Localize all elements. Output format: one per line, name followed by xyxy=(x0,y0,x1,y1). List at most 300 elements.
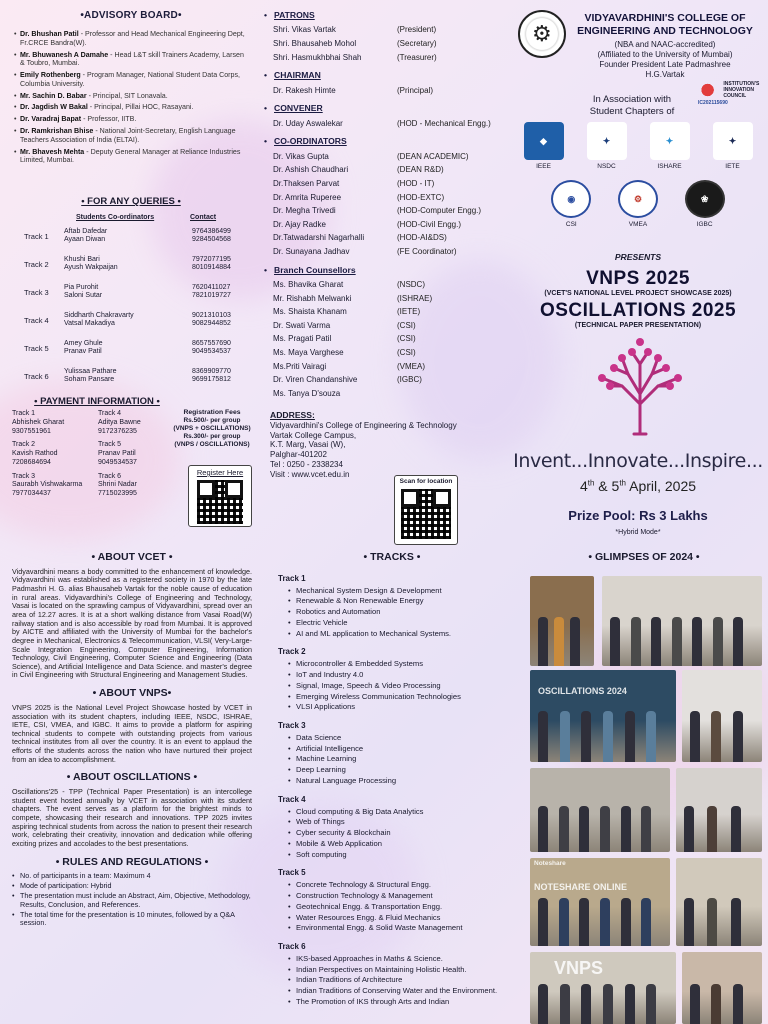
rules-list xyxy=(12,872,252,928)
coordinator-name: Soham Pansare xyxy=(64,376,115,384)
member-name: Dr. Uday Aswalekar xyxy=(273,118,343,128)
coordinator-name: Amey Ghule xyxy=(64,339,103,347)
committee-group-title: • PATRONS xyxy=(274,10,506,20)
payment-contact xyxy=(12,441,98,467)
track-topic: • The Promotion of IKS through Arts and Indian xyxy=(288,997,506,1008)
track-topic: • AI and ML application to Mechanical Systems. xyxy=(288,629,506,640)
committee-member xyxy=(273,231,506,245)
contact-number: 8657557690 xyxy=(192,339,231,347)
track-topic: • Deep Learning xyxy=(288,765,506,776)
logo-label: IEEE xyxy=(536,163,551,170)
track-topic: • Mobile & Web Application xyxy=(288,839,506,850)
about-section xyxy=(12,548,252,1024)
person-silhouette xyxy=(651,617,661,667)
coordinator-name: Vatsal Makadiya xyxy=(64,320,115,328)
payment-contacts xyxy=(12,410,174,499)
person-silhouette xyxy=(625,711,635,762)
advisory-member-name: Mr. Bhuwanesh A Damahe xyxy=(20,50,109,59)
photo-caption-text: VNPS xyxy=(554,958,604,978)
csi-icon: ◉ xyxy=(551,180,591,218)
advisory-member-name: Mr. Bhavesh Mehta xyxy=(20,147,85,156)
person-silhouette xyxy=(733,984,743,1024)
address-line: Tel : 0250 - 2338234 xyxy=(270,459,343,469)
advisory-list xyxy=(14,30,248,165)
track-block xyxy=(278,574,506,640)
advisory-title: •ADVISORY BOARD• xyxy=(80,10,182,21)
fee-single-note: (VNPS / OSCILLATIONS) xyxy=(174,441,250,449)
committee-member xyxy=(273,278,506,292)
committee-group xyxy=(262,103,506,130)
committee-member xyxy=(273,150,506,164)
person-silhouette xyxy=(579,898,589,946)
advisory-member: • Mr. Sachin D. Babar - Principal, SIT Lonavala. xyxy=(14,92,248,101)
rule-item: • Mode of participation: Hybrid xyxy=(12,882,252,891)
person-silhouette xyxy=(684,898,694,946)
member-role: (IGBC) xyxy=(397,375,422,385)
member-role: (President) xyxy=(397,25,437,35)
person-silhouette xyxy=(600,806,610,852)
track-name: Track 5 xyxy=(278,868,306,878)
member-name: Ms. Tanya D'souza xyxy=(273,388,341,398)
member-role: (Principal) xyxy=(397,85,434,95)
committee-group-title: • CO-ORDINATORS xyxy=(274,136,506,146)
person-silhouette xyxy=(581,984,591,1024)
iic-logo-icon xyxy=(698,80,722,100)
track-topic: • Cyber security & Blockchain xyxy=(288,828,506,839)
member-role: (Secretary) xyxy=(397,39,437,48)
track-topic: • Robotics and Automation xyxy=(288,607,506,618)
person-silhouette xyxy=(646,711,656,762)
member-name: Dr. Vikas Gupta xyxy=(273,151,329,161)
member-name: Dr. Megha Trivedi xyxy=(273,206,336,216)
iete-logo xyxy=(705,122,761,171)
person-silhouette xyxy=(600,898,610,946)
contact-number: 8369909770 xyxy=(192,367,231,375)
member-role: (IETE) xyxy=(397,307,421,317)
person-silhouette xyxy=(560,984,570,1024)
person-silhouette xyxy=(554,617,564,667)
member-role: (NSDC) xyxy=(397,280,425,290)
track-name: Track 3 xyxy=(278,721,306,731)
ieee-icon: ◆ xyxy=(524,122,564,160)
about-vnps-text: VNPS 2025 is the National Level Project Showcase hosted by VCET in association with its student chapters, including IEEE, NSDC, ISHRAE, IETE, CSI, VMEA, and IGBC. It aims to provide a platform for aspiring technical students to compete with outstanding projects from various technical institutes from all over the country. It is an event to applaud the efforts of the students across the nation who have nurtured their project from an idea to accomplishment. xyxy=(12,702,252,764)
advisory-member-name: Dr. Bhushan Patil xyxy=(20,30,79,39)
track-topics xyxy=(288,954,506,1008)
person-silhouette xyxy=(631,617,641,667)
contact-header: Contact xyxy=(190,213,217,221)
person-silhouette xyxy=(610,617,620,667)
track-topic: • IoT and Industry 4.0 xyxy=(288,670,506,681)
advisory-member: • Dr. Bhushan Patil - Professor and Head Mechanical Engineering Dept, Fr.CRCE Bandra(W). xyxy=(14,30,248,47)
committee-section xyxy=(262,8,506,538)
contact-number: 9699175812 xyxy=(192,376,231,384)
track-topic: • Geotechnical Engg. & Transportation Engg. xyxy=(288,902,506,913)
contact-number: 9284504568 xyxy=(192,236,231,244)
event-photo xyxy=(530,768,670,852)
track-name: Track 6 xyxy=(278,942,306,952)
member-name: Dr. Ashish Chaudhari xyxy=(273,165,349,175)
coordinator-name: Ayush Wakpaijan xyxy=(64,264,118,272)
committee-member xyxy=(273,204,506,218)
person-silhouette xyxy=(559,898,569,946)
association-line: In Association with xyxy=(592,94,672,105)
track-topic: • Cloud computing & Big Data Analytics xyxy=(288,807,506,818)
payment-track: Track 2 xyxy=(12,441,36,449)
queries-section xyxy=(14,196,248,392)
person-silhouette xyxy=(692,617,702,667)
circuit-brain-icon xyxy=(592,334,688,438)
track-topic: • Natural Language Processing xyxy=(288,776,506,787)
track-topic: • Renewable & Non Renewable Energy xyxy=(288,596,506,607)
advisory-member-name: Mr. Sachin D. Babar xyxy=(20,91,87,100)
iic-code: IC202115690 xyxy=(698,100,728,106)
advisory-member-name: Dr. Ramkrishan Bhise xyxy=(20,127,94,136)
member-role: (DEAN R&D) xyxy=(397,165,444,175)
person-silhouette xyxy=(621,806,631,852)
photo-caption-text: NOTESHARE ONLINE xyxy=(534,882,628,892)
committee-group xyxy=(262,265,506,401)
iic-text: INSTITUTION'S INNOVATION COUNCIL xyxy=(723,80,760,100)
payment-name: Abhishek Gharat xyxy=(12,418,65,426)
person-silhouette xyxy=(581,711,591,762)
committee-member xyxy=(273,245,506,259)
track-topic: • Construction Technology & Management xyxy=(288,891,506,902)
person-silhouette xyxy=(538,806,548,852)
igbc-logo xyxy=(677,180,733,229)
address-line: Palghar-401202 xyxy=(270,450,327,460)
person-silhouette xyxy=(560,711,570,762)
register-qr-button[interactable] xyxy=(188,465,252,527)
track-topic: • Web of Things xyxy=(288,817,506,828)
event-vnps-subtitle: (VCET'S NATIONAL LEVEL PROJECT SHOWCASE 2025) xyxy=(544,290,732,297)
contact-number: 7821019727 xyxy=(192,292,231,300)
track-name: Track 2 xyxy=(278,647,306,657)
rule-item: • The total time for the presentation is 10 minutes, followed by a Q&A session. xyxy=(12,911,252,929)
location-qr-button[interactable] xyxy=(394,475,458,545)
address-line: K.T. Marg, Vasai (W), xyxy=(270,440,346,450)
member-name: Dr. Sunayana Jadhav xyxy=(273,246,350,256)
track-name: Track 1 xyxy=(278,573,306,583)
committee-member xyxy=(273,373,506,387)
person-silhouette xyxy=(538,898,548,946)
person-silhouette xyxy=(707,806,717,852)
person-silhouette xyxy=(621,898,631,946)
coordinator-contacts xyxy=(192,312,231,329)
member-role: (Treasurer) xyxy=(397,52,437,62)
coordinator-name: Aftab Dafedar xyxy=(64,227,108,235)
person-silhouette xyxy=(603,984,613,1024)
payment-contact xyxy=(98,473,174,499)
track-topics xyxy=(288,807,506,861)
logo-label: CSI xyxy=(565,221,577,228)
member-name: Dr. Ajay Radke xyxy=(273,219,326,229)
committee-group xyxy=(262,70,506,97)
csi-logo xyxy=(543,180,599,229)
member-name: Ms. Bhavika Gharat xyxy=(273,280,344,290)
about-vnps-title: • ABOUT VNPS• xyxy=(92,687,172,700)
coordinator-name: Yulissaa Pathare xyxy=(64,367,117,375)
member-name: Shri. Hasmukhbhai Shah xyxy=(273,52,362,62)
coordinator-names xyxy=(62,340,192,357)
scan-label: Scan for location xyxy=(399,478,453,485)
member-role: (HOD-Computer Engg.) xyxy=(397,206,482,216)
event-photo xyxy=(530,576,594,666)
tagline: Invent...Innovate...Inspire... xyxy=(513,450,763,472)
member-name: Shri. Vikas Vartak xyxy=(273,25,336,35)
advisory-member-name: Dr. Varadraj Bapat xyxy=(20,115,82,124)
person-silhouette xyxy=(646,984,656,1024)
event-photo xyxy=(676,768,762,852)
committee-member xyxy=(273,218,506,232)
track-topic: • Environmental Engg. & Solid Waste Management xyxy=(288,923,506,934)
photo-caption-text: Noteshare xyxy=(534,860,566,867)
track-label: Track 3 xyxy=(24,287,49,297)
person-silhouette xyxy=(731,898,741,946)
address-lines xyxy=(270,421,484,480)
coordinator-contacts xyxy=(192,228,231,245)
coordinator-names xyxy=(62,256,192,273)
committee-member xyxy=(273,164,506,178)
tracks-section xyxy=(278,548,506,1024)
ishare-logo xyxy=(642,122,698,171)
mode-label: *Hybrid Mode* xyxy=(615,529,661,536)
track-block xyxy=(278,942,506,1008)
logo-label: NSDC xyxy=(597,163,616,170)
qr-code-icon xyxy=(197,480,243,524)
person-silhouette xyxy=(570,617,580,667)
college-subtitle xyxy=(568,40,762,80)
queries-header xyxy=(14,214,248,223)
about-oscillations-text: Oscillations'25 - TPP (Technical Paper Presentation) is an intercollege student event hosted annually by VCET in association with its student chapters. The event serves as a platform for the brightest minds to compete, showcasing their research and innovations. TPP 2025 invites aspiring technical students from across the nation to present their research work, celebrating their creativity, innovation and dedication while offering exciting prizes and accolades to the best presentations. xyxy=(12,787,252,849)
nsdc-icon: ✦ xyxy=(587,122,627,160)
committee-member xyxy=(273,37,506,51)
payment-track: Track 5 xyxy=(98,441,122,449)
committee-member xyxy=(273,177,506,191)
person-silhouette xyxy=(559,806,569,852)
track-topic: • Mechanical System Design & Development xyxy=(288,586,506,597)
track-topic: • IKS-based Approaches in Maths & Science. xyxy=(288,954,506,965)
contact-number: 9082944852 xyxy=(192,320,231,328)
coordinators-header: Students Co-ordinators xyxy=(76,213,155,221)
iic-badge xyxy=(698,80,762,106)
iete-icon: ✦ xyxy=(713,122,753,160)
track-topic: • Microcontroller & Embedded Systems xyxy=(288,659,506,670)
track-label: Track 2 xyxy=(24,259,49,269)
committee-member xyxy=(273,319,506,333)
coordinator-name: Pia Purohit xyxy=(64,283,99,291)
member-name: Dr.Tatwadarshi Nagarhalli xyxy=(273,233,365,243)
member-name: Mr. Rishabh Melwanki xyxy=(273,293,352,303)
coordinator-names xyxy=(62,312,192,329)
payment-phone: 9172376235 xyxy=(98,427,137,435)
member-role: (CSI) xyxy=(397,348,416,358)
contact-number: 7620411027 xyxy=(192,283,231,291)
contact-number: 9021310103 xyxy=(192,311,231,319)
contact-number: 8010914884 xyxy=(192,264,231,272)
committee-member xyxy=(273,117,506,131)
coordinator-contacts xyxy=(192,284,231,301)
person-silhouette xyxy=(603,711,613,762)
igbc-icon: ❀ xyxy=(685,180,725,218)
committee-member xyxy=(273,292,506,306)
track-topics xyxy=(288,880,506,934)
advisory-board xyxy=(14,10,248,190)
advisory-member-name: Emily Rothenberg xyxy=(20,71,81,80)
event-photo xyxy=(602,576,762,666)
queries-title: • FOR ANY QUERIES • xyxy=(81,196,181,207)
event-oscillations-subtitle: (TECHNICAL PAPER PRESENTATION) xyxy=(574,322,702,329)
committee-group-title: • CONVENER xyxy=(274,103,506,113)
committee-member xyxy=(273,346,506,360)
about-oscillations-title: • ABOUT OSCILLATIONS • xyxy=(66,771,198,784)
college-logo xyxy=(518,10,566,58)
coordinator-names xyxy=(62,228,192,245)
track-topic: • VLSI Applications xyxy=(288,702,506,713)
person-silhouette xyxy=(733,711,743,762)
committee-list xyxy=(262,10,506,400)
coordinator-contacts xyxy=(192,256,231,273)
person-silhouette xyxy=(538,617,548,667)
member-role: (CSI) xyxy=(397,334,416,344)
event-vnps-title: VNPS 2025 xyxy=(586,268,690,289)
track-label: Track 4 xyxy=(24,315,49,325)
address-line: Visit : www.vcet.edu.in xyxy=(270,469,350,479)
track-topic: • Emerging Wireless Communication Technologies xyxy=(288,692,506,703)
track-block xyxy=(278,868,506,934)
member-name: Dr.Thaksen Parvat xyxy=(273,179,340,189)
table-row xyxy=(14,278,248,306)
coordinator-contacts xyxy=(192,368,231,385)
member-role: (FE Coordinator) xyxy=(397,246,457,256)
track-topic: • Indian Traditions of Architecture xyxy=(288,975,506,986)
track-topic: • Electric Vehicle xyxy=(288,618,506,629)
qr-code-icon xyxy=(401,489,451,539)
registration-fees xyxy=(170,409,252,449)
committee-member xyxy=(273,305,506,319)
person-silhouette xyxy=(690,711,700,762)
person-silhouette xyxy=(579,806,589,852)
association-line: Student Chapters of xyxy=(589,106,675,118)
member-role: (HOD - Mechanical Engg.) xyxy=(397,118,491,128)
committee-member xyxy=(273,23,506,37)
payment-track: Track 4 xyxy=(98,410,122,417)
fee-combined-note: (VNPS + OSCILLATIONS) xyxy=(173,425,251,433)
track-label: Track 1 xyxy=(24,231,49,241)
person-silhouette xyxy=(711,711,721,762)
person-silhouette xyxy=(690,984,700,1024)
rules-title: • RULES AND REGULATIONS • xyxy=(55,855,209,868)
event-date: 4th & 5th April, 2025 xyxy=(579,478,697,494)
fees-title: Registration Fees xyxy=(183,409,241,416)
presents-label: PRESENTS xyxy=(614,252,662,262)
table-row xyxy=(14,334,248,362)
coordinator-names xyxy=(62,368,192,385)
advisory-member: • Emily Rothenberg - Program Manager, National Student Data Corps, Columbia University. xyxy=(14,71,248,88)
person-silhouette xyxy=(731,806,741,852)
college-subtitle-line: Founder President Late Padmashree xyxy=(599,60,731,69)
table-row xyxy=(14,306,248,334)
payment-name: Kavish Rathod xyxy=(12,450,58,457)
logo-label: IGBC xyxy=(696,221,713,228)
event-photo xyxy=(530,670,676,762)
event-photo xyxy=(682,952,762,1024)
track-topic: • Water Resources Engg. & Fluid Mechanics xyxy=(288,913,506,924)
person-silhouette xyxy=(538,711,548,762)
payment-phone: 9307551961 xyxy=(12,427,51,435)
payment-name: Shrini Nadar xyxy=(98,481,137,489)
vmea-logo xyxy=(610,180,666,229)
person-silhouette xyxy=(707,898,717,946)
track-name: Track 4 xyxy=(278,794,306,804)
contact-number: 7972077195 xyxy=(192,255,231,263)
address-line: Vartak College Campus, xyxy=(270,430,357,440)
member-role: (CSI) xyxy=(397,320,416,330)
glimpses-title: • GLIMPSES OF 2024 • xyxy=(588,551,700,563)
chapter-logos-row2 xyxy=(512,180,764,229)
advisory-member: • Dr. Jagdish W Bakal - Principal, Pillai HOC, Rasayani. xyxy=(14,103,248,112)
glimpses-section xyxy=(524,548,764,1024)
member-name: Dr. Viren Chandanshive xyxy=(273,375,358,385)
track-topic: • Indian Traditions of Conserving Water and the Environment. xyxy=(288,986,506,997)
event-photo xyxy=(530,858,670,946)
person-silhouette xyxy=(641,806,651,852)
track-topics xyxy=(288,659,506,713)
rule-item: • No. of participants in a team: Maximum 4 xyxy=(12,872,252,881)
table-row xyxy=(14,250,248,278)
committee-member xyxy=(273,387,506,401)
payment-track: Track 6 xyxy=(98,472,122,480)
coordinator-name: Pranav Patil xyxy=(64,348,102,356)
track-label: Track 5 xyxy=(24,343,49,353)
advisory-member: • Dr. Varadraj Bapat - Professor, IITB. xyxy=(14,115,248,124)
advisory-member: • Mr. Bhavesh Mehta - Deputy General Manager at Reliance Industries Limited, Mumbai. xyxy=(14,148,248,165)
committee-group-title: • Branch Counsellors xyxy=(274,265,506,275)
payment-track: Track 3 xyxy=(12,472,36,480)
member-name: Ms. Pragati Patil xyxy=(273,334,332,344)
fee-single: Rs.300/- per group xyxy=(183,433,241,441)
ieee-logo xyxy=(516,122,572,171)
coordinator-name: Ayaan Diwan xyxy=(64,236,106,244)
event-oscillations-title: OSCILLATIONS 2025 xyxy=(539,300,737,321)
member-role: (HOD-AI&DS) xyxy=(397,233,447,243)
member-name: Dr. Swati Varma xyxy=(273,320,331,330)
member-role: (HOD-Civil Engg.) xyxy=(397,219,462,229)
track-topic: • Signal, Image, Speech & Video Processing xyxy=(288,681,506,692)
track-topic: • Artificial Intelligence xyxy=(288,744,506,755)
track-topics xyxy=(288,586,506,640)
person-silhouette xyxy=(538,984,548,1024)
track-block xyxy=(278,795,506,861)
photo-caption-text: OSCILLATIONS 2024 xyxy=(538,686,627,696)
tracks-list xyxy=(278,574,506,1008)
committee-group xyxy=(262,10,506,64)
table-row xyxy=(14,362,248,390)
advisory-member-name: Dr. Jagdish W Bakal xyxy=(20,103,88,112)
about-vcet-title: • ABOUT VCET • xyxy=(91,551,173,563)
event-photo xyxy=(682,670,762,762)
member-role: (ISHRAE) xyxy=(397,293,433,303)
payment-phone: 7715023995 xyxy=(98,490,137,497)
member-name: Dr. Amrita Ruperee xyxy=(273,192,342,202)
payment-section xyxy=(12,396,252,532)
about-vcet-text: Vidyavardhini means a body committed to the enhancement of knowledge. Vidyavardhini was established as a registered society in 1970 by the late Padmashri H. G. alias Bhausaheb Vartak for the noble cause of education in rural areas. Vidyavardhini's College of Engineering and Technology, Vasai is located on the sprawling campus of Vidyavardhini, spread over an area of 12.27 acres. It is at a short walking distance from Vasai Road(W) railway station and is also accessible by road from Mumbai. It is approved by AICTE and affiliated with the University of Mumbai for the bachelor's degree in Mechanical, Electronics & Telecommunication, VLSI( Very-Large-Scale Integration Engineering, Computer Engineering, Information Technology, Civil Engineering, Computer Science and Engineering (Data Science), and Artificial Intelligence and Data Science. and master's degree in Civil Engineering with Structural Engineering and Management Studies. xyxy=(12,566,252,680)
person-silhouette xyxy=(711,984,721,1024)
coordinator-name: Khushi Bari xyxy=(64,255,100,263)
committee-group-title: • CHAIRMAN xyxy=(274,70,506,80)
prize-pool: Prize Pool: Rs 3 Lakhs xyxy=(568,508,708,523)
track-block xyxy=(278,647,506,713)
vmea-icon: ⚙ xyxy=(618,180,658,218)
